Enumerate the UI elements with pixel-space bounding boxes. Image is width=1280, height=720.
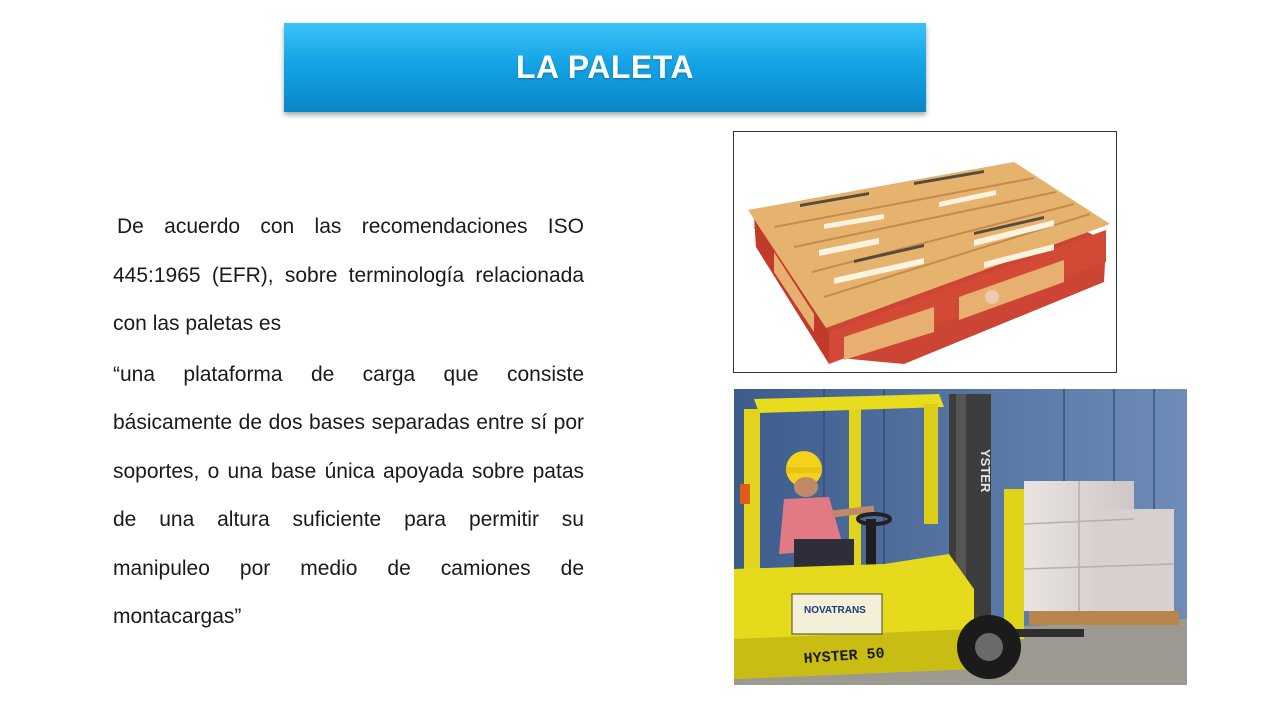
mast-label: YSTER [978,449,993,493]
pallet-image [733,131,1117,373]
title-banner [284,23,926,112]
body-text [113,203,584,642]
slide-title: LA PALETA [515,49,695,85]
forklift-photo [734,389,1187,685]
definition-quote: “una plataforma de carga que consiste básicamente de dos bases separadas entre sí por soportes, o una base única apoyada sobre patas de una altura suficiente para permitir su manipuleo por medio de camiones de montacargas” [113,362,584,628]
definition-intro: De acuerdo con las recomendaciones ISO 445:1965 (EFR), sobre terminología relacionada con las paletas es [113,215,584,335]
sticker-label: NOVATRANS [804,605,866,616]
forklift-brand: HYSTER 50 [803,645,886,668]
